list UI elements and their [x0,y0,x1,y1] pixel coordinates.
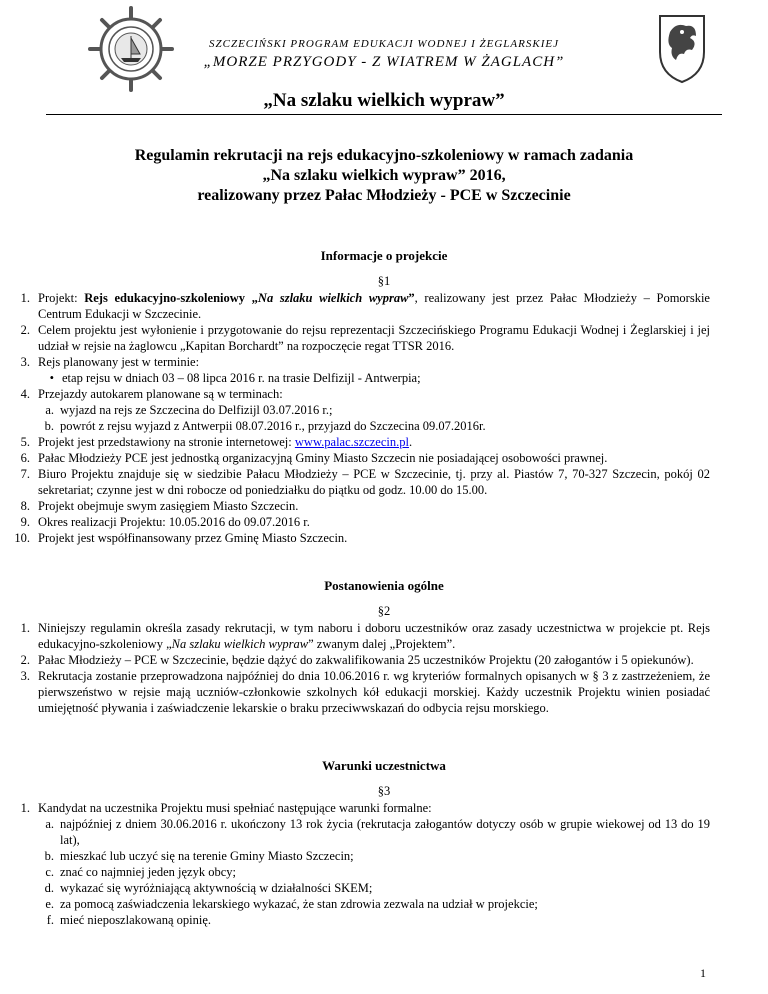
list-item: 8. Projekt obejmuje swym zasięgiem Miasto Szczecin. [20,499,299,513]
list-item: 1. Projekt: Rejs edukacyjno-szkoleniowy „Na szlaku wielkich wypraw”, realizowany jest przez Pałac Młodzieży – Pomorskie Centrum Edukacji w Szczecinie. [20,291,710,321]
list-item: 5. Projekt jest przedstawiony na stronie internetowej: www.palac.szczecin.pl. [20,435,413,449]
section-3-list [0,800,710,928]
section-heading-info: Informacje o projekcie [320,248,448,263]
list-item: c. znać co najmniej jeden język obcy; [45,865,236,879]
list-item: 7. Biuro Projektu znajduje się w siedzibie Pałacu Młodzieży – PCE w Szczecinie, tj. przy al. Piastów 7, 70-327 Szczecin, pokój 02 sekretariat; czynne jest w dni robocze od poniedziałku do piątku od godz. 10.00 do 15.00. [20,467,710,497]
list-item: 10. Projekt jest współfinansowany przez Gminę Miasto Szczecin. [14,531,348,545]
title-line-3: realizowany przez Pałac Młodzieży - PCE w Szczecinie [197,187,571,204]
list-item: 1. Kandydat na uczestnika Projektu musi spełniać następujące warunki formalne: [20,801,432,815]
list-item: 9. Okres realizacji Projektu: 10.05.2016 do 09.07.2016 r. [20,515,310,529]
list-item: 1. Niniejszy regulamin określa zasady rekrutacji, w tym naboru i doboru uczestników oraz zasady uczestnictwa w projekcie pt. Rejs edukacyjno-szkoleniowy „Na szlaku wielkich wypraw” zwanym dalej „Projektem”. [20,621,710,651]
document-title [0,146,768,206]
project-subtitle: „Na szlaku wielkich wypraw” [263,90,505,111]
section-heading-conditions: Warunki uczestnictwa [322,758,446,773]
section-heading-general: Postanowienia ogólne [324,578,444,593]
list-item: b. powrót z rejsu wyjazd z Antwerpii 08.07.2016 r., przyjazd do Szczecina 09.07.2016r. [44,419,486,433]
section-1-list [0,290,710,546]
website-link[interactable]: www.palac.szczecin.pl [294,435,409,449]
list-item: • etap rejsu w dniach 03 – 08 lipca 2016 r. na trasie Delfizijl - Antwerpia; [49,371,421,385]
list-item: f. mieć nieposzlakowaną opinię. [46,913,211,927]
list-item: 2. Pałac Młodzieży – PCE w Szczecinie, będzie dążyć do zakwalifikowania 25 uczestników Projektu (20 załogantów i 5 opiekunów). [20,653,694,667]
paragraph-mark-3: §3 [377,784,391,798]
list-item: b. mieszkać lub uczyć się na terenie Gminy Miasto Szczecin; [44,849,354,863]
list-item: d. wykazać się wyróżniającą aktywnością w działalności SKEM; [44,881,373,895]
list-item: e. za pomocą zaświadczenia lekarskiego wykazać, że stan zdrowia zezwala na udział w projekcie; [45,897,538,911]
title-line-2: „Na szlaku wielkich wypraw” 2016, [262,167,506,184]
list-item: 2. Celem projektu jest wyłonienie i przygotowanie do rejsu reprezentacji Szczecińskiego Programu Edukacji Wodnej i Żeglarskiej i jej udział w rejsie na żaglowcu „Kapitan Borchardt” na rozpoczęcie regat TTSR 2016. [20,323,710,353]
header-divider [46,114,722,115]
list-item: 6. Pałac Młodzieży PCE jest jednostką organizacyjną Gminy Miasto Szczecin nie posiadającej osobowości prawnej. [20,451,608,465]
section-2-list [0,620,710,716]
title-line-1: Regulamin rekrutacji na rejs edukacyjno-szkoleniowy w ramach zadania [134,147,634,164]
list-item: 4. Przejazdy autokarem planowane są w terminach: [20,387,283,401]
list-item: a. wyjazd na rejs ze Szczecina do Delfizijl 03.07.2016 r.; [45,403,333,417]
list-item: 3. Rejs planowany jest w terminie: [20,355,200,369]
paragraph-mark-1: §1 [377,274,391,288]
page-number: 1 [700,966,706,980]
list-item: 3. Rekrutacja zostanie przeprowadzona najpóźniej do dnia 10.06.2016 r. wg kryteriów formalnych opisanych w § 3 z zastrzeżeniem, że pierwszeństwo w rejsie mają uczniów-członkowie szkolnych kół edukacji morskiej. Każdy uczestnik Projektu winien posiadać umiejętność pływania i zaświadczenie lekarskie o braku przeciwwskazań do odbycia rejsu morskiego. [20,669,710,715]
program-name: SZCZECIŃSKI PROGRAM EDUKACJI WODNEJ I ŻEGLARSKIEJ [209,38,559,50]
program-slogan: „MORZE PRZYGODY - Z WIATREM W ŻAGLACH” [203,54,565,70]
paragraph-mark-2: §2 [377,604,391,618]
list-item: a. najpóźniej z dniem 30.06.2016 r. ukończony 13 rok życia (rekrutacja załogantów dotyczy osób w grupie wiekowej od 13 do 19 lat), [45,817,710,847]
